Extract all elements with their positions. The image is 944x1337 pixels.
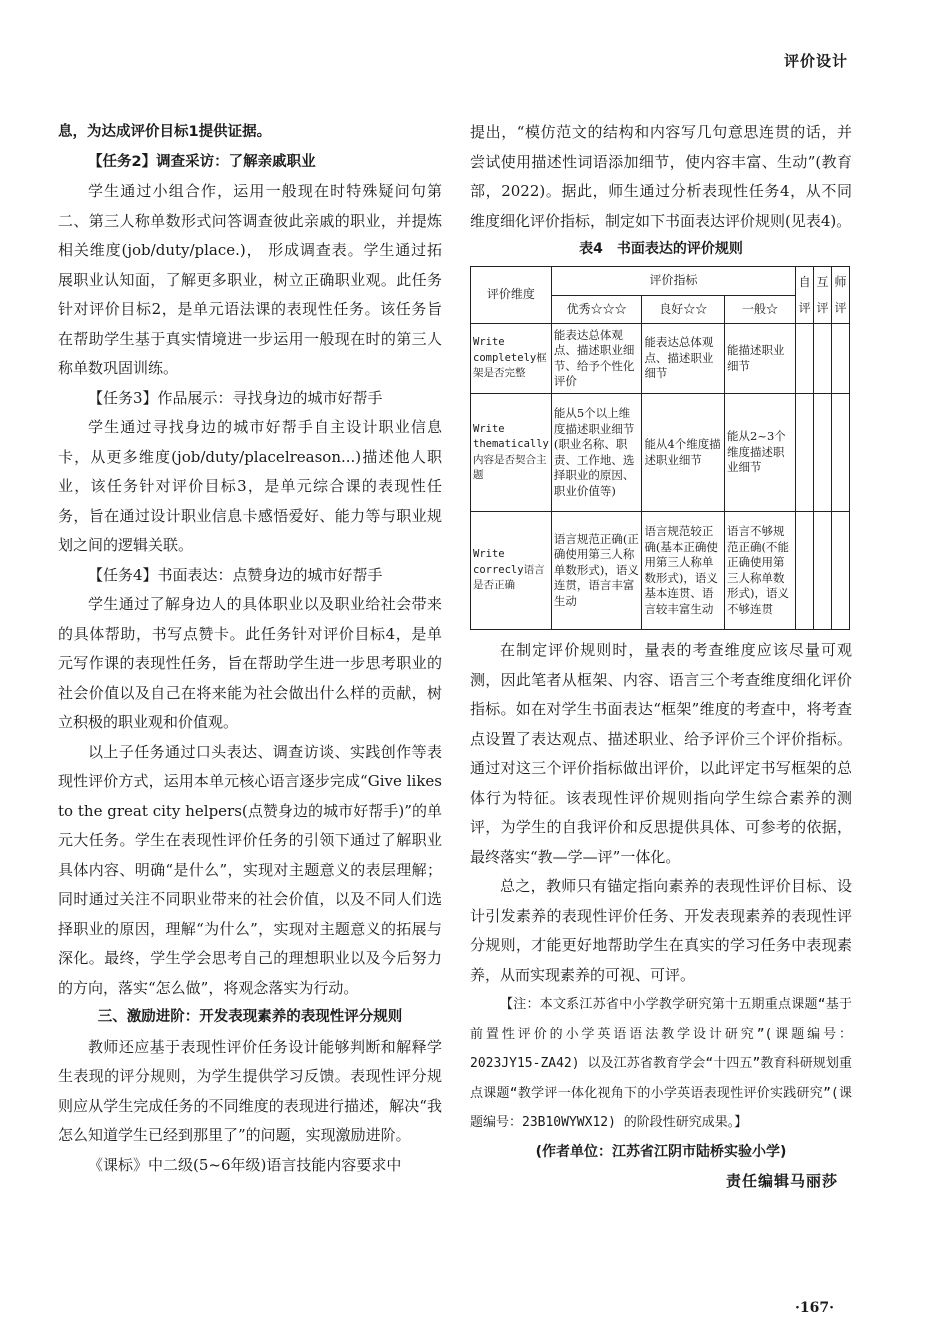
header-peer: 互评	[814, 267, 832, 324]
funding-note: 【注：本文系江苏省中小学教学研究第十五期重点课题“基于前置性评价的小学英语语法教学设计研究”(课题编号：2023JY15-ZA42) 以及江苏省教育学会“十四五”教育科研规划重点课题“教学评一体化视角下的小学英语表现性评价实践研究”(课题编号：23B10WYWX12) 的阶段性研究成果。】	[470, 997, 852, 1130]
task3-body: 学生通过寻找身边的城市好帮手自主设计职业信息卡，从更多维度(job/duty/placelreason...)描述他人职业，该任务针对评价目标3，是单元综合课的表现性任务，旨在通过设计职业信息卡感悟爱好、能力等与职业规划之间的逻辑关联。	[58, 418, 442, 554]
paragraph-continued: 提出，“模仿范文的结构和内容写几句意思连贯的话，并尝试使用描述性词语添加细节，使内容丰富、生动”(教育部，2022)。据此，师生通过分析表现性任务4，从不同维度细化评价指标，制定如下书面表达评价规则(见表4)。	[470, 123, 852, 230]
task4-body: 学生通过了解身边人的具体职业以及职业给社会带来的具体帮助，书写点赞卡。此任务针对评价目标4，是单元写作课的表现性任务，旨在帮助学生进一步思考职业的社会价值以及自己在将来能为社会做出什么样的贡献，树立积极的职业观和价值观。	[58, 595, 442, 731]
row-good: 能从4个维度描述职业细节	[642, 394, 725, 512]
row-fair: 语言不够规范正确(不能正确使用第三人称单数形式)，语义不够连贯	[725, 512, 796, 630]
level-good: 良好☆☆	[642, 295, 725, 324]
row-self-cell	[796, 324, 814, 394]
section-header: 评价设计	[783, 52, 848, 70]
level-excellent: 优秀☆☆☆	[551, 295, 642, 324]
row-good: 语言规范较正确(基本正确使用第三人称单数形式)，语义基本连贯、语言较丰富生动	[642, 512, 725, 630]
page-number: ·167·	[795, 1300, 834, 1316]
task3-title: 【任务3】作品展示：寻找身边的城市好帮手	[88, 388, 383, 407]
table-row	[471, 324, 850, 394]
section3-title: 三、激励进阶：开发表现素养的表现性评分规则	[97, 1009, 403, 1025]
task4-title: 【任务4】书面表达：点赞身边的城市好帮手	[88, 565, 383, 584]
paragraph-rubric-explanation: 在制定评价规则时，量表的考查维度应该尽量可观测，因此笔者从框架、内容、语言三个考查维度细化评价指标。如在对学生书面表达“框架”维度的考查中，将考查点设置了表达观点、描述职业、给予评价三个评价指标。通过对这三个评价指标做出评价，以此评定书写框架的总体行为特征。该表现性评价规则指向学生综合素养的测评，为学生的自我评价和反思提供具体、可参考的依据，最终落实“教—学—评”一体化。	[470, 641, 852, 866]
task2-body: 学生通过小组合作，运用一般现在时特殊疑问句第二、第三人称单数形式问答调查彼此亲戚的职业，并提炼相关维度(job/duty/place.)， 形成调查表。学生通过拓展职业认知面，了解更多职业，树立正确职业观。此任务针对评价目标2，是单元语法课的表现性任务。该任务旨在帮助学生基于真实情境进一步运用一般现在时的第三人称单数巩固训练。	[58, 182, 442, 377]
row-fair: 能从2~3个维度描述职业细节	[725, 394, 796, 512]
row-peer-cell	[814, 394, 832, 512]
header-teacher: 师评	[832, 267, 850, 324]
row-dimension: Write thematically内容是否契合主题	[471, 394, 552, 512]
right-column	[470, 118, 852, 1197]
paragraph-intro: 息，为达成评价目标1提供证据。	[58, 124, 272, 140]
table-title: 表4 书面表达的评价规则	[579, 241, 743, 257]
author-affiliation: (作者单位：江苏省江阴市陆桥实验小学)	[535, 1143, 787, 1160]
header-indicator: 评价指标	[551, 267, 795, 296]
row-teacher-cell	[832, 512, 850, 630]
summary-paragraph: 以上子任务通过口头表达、调查访谈、实践创作等表现性评价方式，运用本单元核心语言逐步完成“Give likes to the great city helpers(点赞身边的城市好帮手)”的单元大任务。学生在表现性评价任务的引领下通过了解职业具体内容、明确“是什么”，实现对主题意义的表层理解；同时通过关注不同职业带来的社会价值，以及不同人们选择职业的原因，理解“为什么”，实现对主题意义的拓展与深化。最终，学生学会思考自己的理想职业以及今后努力的方向，落实“怎么做”，将观念落实为行动。	[58, 742, 442, 997]
left-last-paragraph: 《课标》中二级(5~6年级)语言技能内容要求中	[88, 1155, 402, 1174]
row-dimension: Write correcly语言是否正确	[471, 512, 552, 630]
table-header-row	[471, 267, 850, 296]
row-fair: 能描述职业细节	[725, 324, 796, 394]
row-good: 能表达总体观点、描述职业细节	[642, 324, 725, 394]
rubric-table	[470, 266, 850, 630]
row-excellent: 能表达总体观点、描述职业细节、给予个性化评价	[551, 324, 642, 394]
left-column	[58, 118, 442, 1180]
table-row	[471, 512, 850, 630]
row-peer-cell	[814, 324, 832, 394]
row-self-cell	[796, 512, 814, 630]
row-dimension: Write completely框架是否完整	[471, 324, 552, 394]
section3-body: 教师还应基于表现性评价任务设计能够判断和解释学生表现的评分规则，为学生提供学习反馈。表现性评分规则应从学生完成任务的不同维度的表现进行描述，解决“我怎么知道学生已经到那里了”的问题，实现激励进阶。	[58, 1037, 442, 1144]
responsible-editor: 责任编辑马丽莎	[725, 1172, 838, 1190]
row-peer-cell	[814, 512, 832, 630]
task2-title: 【任务2】调查采访：了解亲戚职业	[88, 153, 316, 170]
header-dimension: 评价维度	[471, 267, 552, 324]
level-fair: 一般☆	[725, 295, 796, 324]
row-teacher-cell	[832, 394, 850, 512]
row-teacher-cell	[832, 324, 850, 394]
row-excellent: 语言规范正确(正确使用第三人称单数形式)，语义连贯，语言丰富生动	[551, 512, 642, 630]
row-excellent: 能从5个以上维度描述职业细节(职业名称、职责、工作地、选择职业的原因、职业价值等)	[551, 394, 642, 512]
header-self: 自评	[796, 267, 814, 324]
table-row	[471, 394, 850, 512]
row-self-cell	[796, 394, 814, 512]
paragraph-conclusion: 总之，教师只有锚定指向素养的表现性评价目标、设计引发素养的表现性评价任务、开发表现素养的表现性评分规则，才能更好地帮助学生在真实的学习任务中表现素养，从而实现素养的可视、可评。	[470, 877, 852, 984]
